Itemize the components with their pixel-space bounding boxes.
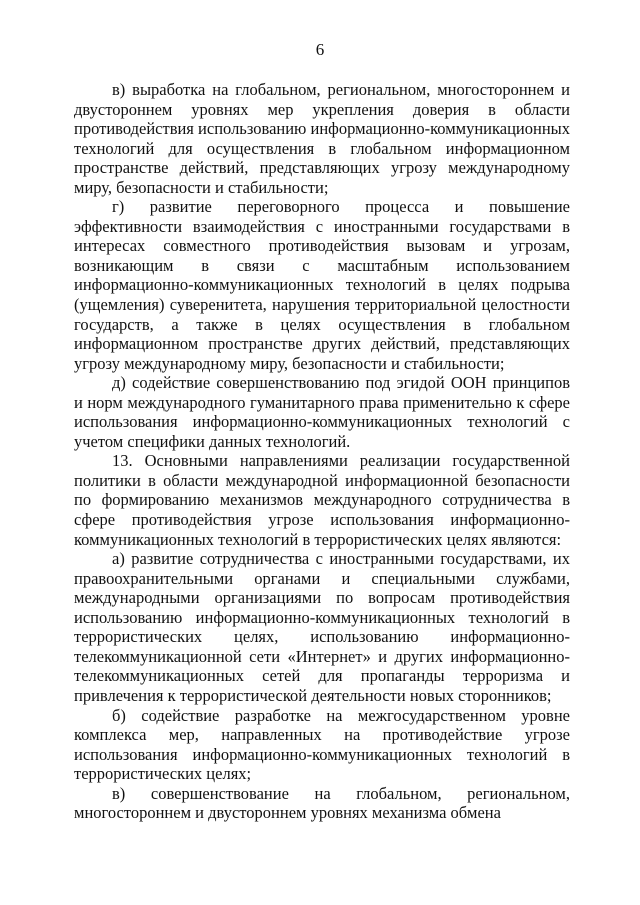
page-number: 6 [315,40,325,59]
document-body [74,80,570,823]
paragraph-item-d-humanitarian-law: д) содействие совершенствованию под эгидой ООН принципов и норм международного гуманитарного права применительно к сфере использования информационно-коммуникационных технологий с учетом специфики данных технологий. [74,373,570,451]
paragraph-item-b-measures: б) содействие разработке на межгосударственном уровне комплекса мер, направленных на противодействие угрозе использования информационно-коммуникационных технологий в террористических целях; [74,705,570,784]
paragraph-item-g-negotiation-process: г) развитие переговорного процесса и повышение эффективности взаимодействия с иностранными государствами в интересах совместного противодействия вызовам и угрозам, возникающим в связи с масштабным использованием информационно-коммуникационных технологий в целях подрыва (ущемления) суверенитета, нарушения территориальной целостности государств, а также в целях осуществления в глобальном информационном пространстве других действий, представляющих угрозу международному миру, безопасности и стабильности; [74,197,570,373]
paragraph-item-v-confidence-measures: в) выработка на глобальном, региональном, многостороннем и двустороннем уровнях мер укрепления доверия в области противодействия использованию информационно-коммуникационных технологий для осуществления в глобальном информационном пространстве действий, представляющих угрозу международному миру, безопасности и стабильности; [74,80,570,197]
paragraph-item-v-exchange-mechanism: в) совершенствование на глобальном, региональном, многостороннем и двустороннем уровнях механизма обмена [74,783,570,823]
paragraph-section-13: 13. Основными направлениями реализации государственной политики в области международной информационной безопасности по формированию механизмов международного сотрудничества в сфере противодействия угрозе использования информационно-коммуникационных технологий в террористических целях являются: [74,451,570,549]
paragraph-item-a-cooperation: а) развитие сотрудничества с иностранными государствами, их правоохранительными органами и специальными службами, международными организациями по вопросам противодействия использованию информационно-коммуникационных технологий в террористических целях, использованию информационно-телекоммуникационной сети «Интернет» и других информационно-телекоммуникационных сетей для пропаганды терроризма и привлечения к террористической деятельности новых сторонников; [74,549,570,705]
